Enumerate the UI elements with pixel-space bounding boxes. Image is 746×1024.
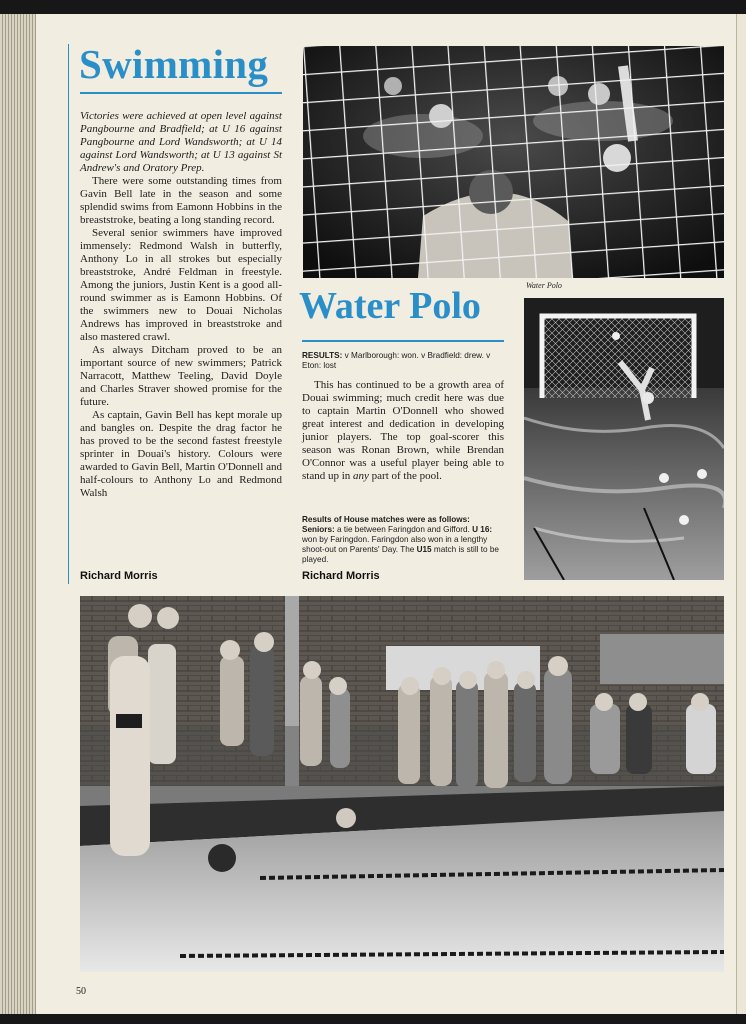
swimming-paragraph: As always Ditcham proved to be an important source of new swimmers; Patrick Narracott, Matthew Teeling, David Doyle and Charles Straver showed promise for the future.: [80, 344, 282, 408]
results-label: RESULTS:: [302, 351, 343, 360]
next-page-edge: [736, 14, 746, 1014]
swimming-byline: Richard Morris: [80, 570, 158, 582]
swimming-paragraph: There were some outstanding times from Gavin Bell late in the season and some splendid swims from Eamonn Hobbins in the breaststroke, beating a long standing record.: [80, 175, 282, 226]
photo-goal-net: [303, 46, 724, 278]
u16-label: U 16:: [472, 525, 493, 534]
photo-poolside-crowd: [80, 596, 724, 972]
swimming-paragraph: Several senior swimmers have improved immensely: Redmond Walsh in butterfly, Anthony Lo in all strokes but especially breaststroke, André Feldman in freestyle. Among the juniors, Justin Kent is a good all-round swimmer as is Eamonn Hobbins. Of the swimmers new to Douai Nicholas Andrews has improved in breaststroke and also mastered crawl.: [80, 227, 282, 343]
water-polo-title-rule: [302, 340, 504, 342]
column-rule: [68, 44, 69, 584]
results-line: [302, 351, 504, 371]
water-polo-article: [302, 379, 504, 483]
water-polo-paragraph-text: This has continued to be a growth area of Douai swimming; much credit here was due to captain Martin O'Donnell who showed great interest and dedication in developing junior players. The top goal-scorer this season was Ronan Brown, while Brendan O'Connor was a useful player being able to stand up in: [302, 379, 504, 482]
photo-goal-pool: [524, 298, 724, 580]
swimming-intro: Victories were achieved at open level against Pangbourne and Bradfield; at U 16 against Pangbourne and Lord Wandsworth; at U 14 against Lord Wandsworth; at U 13 against St Andrew's and Oratory Prep.: [80, 110, 282, 174]
water-polo-paragraph-end: part of the pool.: [371, 470, 442, 482]
u15-label: U15: [416, 545, 432, 554]
water-polo-emphasis: any: [353, 470, 369, 482]
seniors-label: Seniors:: [302, 525, 335, 534]
page-number: 50: [76, 986, 86, 997]
house-result-line: [302, 525, 504, 565]
u15-text: match is still to be played.: [302, 545, 499, 564]
swimming-title: Swimming: [79, 41, 269, 87]
house-results-heading: Results of House matches were as follows:: [302, 515, 470, 524]
water-polo-paragraph: [302, 379, 504, 483]
swimming-paragraph: As captain, Gavin Bell has kept morale up and bangles on. Despite the drag factor he has proved to be the second fastest freestyle sprinter in Douai's history. Colours were awarded to Gavin Bell, Martin O'Donnell and half-colours to Anthony Lo and Redmond Walsh: [80, 409, 282, 499]
swimming-article: [80, 110, 282, 500]
seniors-text: a tie between Faringdon and Gifford.: [337, 525, 470, 534]
house-results: [302, 515, 504, 565]
photo-caption: Water Polo: [526, 281, 562, 290]
water-polo-byline: Richard Morris: [302, 570, 380, 582]
swimming-title-rule: [80, 92, 282, 94]
results-text: v Marlborough: won. v Bradfield: drew. v Eton: lost: [302, 351, 491, 370]
water-polo-title: Water Polo: [299, 285, 481, 327]
u16-text: won by Faringdon. Faringdon also won in a lengthy shoot-out on Parents' Day. The: [302, 535, 488, 554]
